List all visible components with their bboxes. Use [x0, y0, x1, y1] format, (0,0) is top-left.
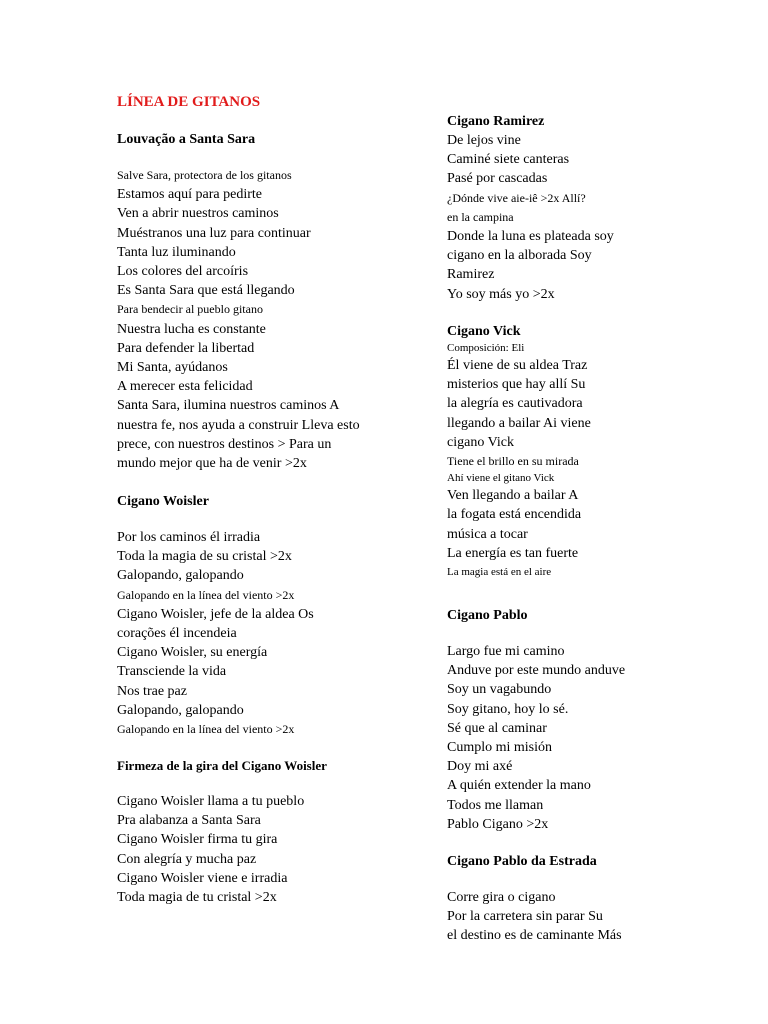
song-title: Cigano Pablo da Estrada	[447, 854, 597, 869]
lyric-line: ¿Dónde vive aie-iê >2x Allí?	[447, 190, 586, 205]
lyric-line: Yo soy más yo >2x	[447, 286, 555, 302]
lyric-line: Todos me llaman	[447, 797, 544, 813]
lyric-line: A merecer esta felicidad	[117, 379, 253, 395]
lyric-line: Cigano Woisler, su energía	[117, 645, 268, 661]
lyric-line: la alegría es cautivadora	[447, 396, 583, 412]
lyric-line: Para defender la libertad	[117, 340, 255, 356]
lyric-line: cigano en la alborada Soy	[447, 248, 592, 264]
lyric-line: misterios que hay allí Su	[447, 377, 586, 393]
lyric-line: Galopando, galopando	[117, 568, 244, 584]
lyric-line: prece, con nuestros destinos > Para un	[117, 436, 332, 452]
lyric-line: Cumplo mi misión	[447, 740, 553, 756]
song-louvacao	[117, 130, 417, 473]
lyric-line: llegando a bailar Ai viene	[447, 415, 591, 431]
lyric-line: Soy gitano, hoy lo sé.	[447, 701, 569, 717]
lyric-line: Galopando en la línea del viento >2x	[117, 722, 295, 737]
lyric-line: Largo fue mi camino	[447, 644, 565, 659]
lyric-line: Tanta luz iluminando	[117, 244, 236, 260]
lyric-line: mundo mejor que ha de venir >2x	[117, 456, 307, 472]
lyric-line: Para bendecir al pueblo gitano	[117, 302, 263, 317]
lyric-line: Galopando en la línea del viento >2x	[117, 587, 295, 602]
lyric-line: Cigano Woisler, jefe de la aldea Os	[117, 606, 314, 622]
lyric-line: Estamos aquí para pedirte	[117, 187, 263, 203]
lyric-line: nuestra fe, nos ayuda a construir Lleva esto	[117, 417, 360, 433]
lyric-line: Donde la luna es plateada soy	[447, 229, 614, 245]
song-ramirez	[447, 112, 747, 304]
song-title: Louvação a Santa Sara	[117, 132, 256, 147]
lyric-line: De lejos vine	[447, 133, 521, 148]
lyric-line: Cigano Woisler viene e irradia	[117, 870, 288, 886]
song-title: Cigano Ramirez	[447, 114, 545, 129]
song-title: Cigano Vick	[447, 324, 521, 339]
lyric-line: Pra alabanza a Santa Sara	[117, 813, 261, 829]
lyric-line: Toda magia de tu cristal >2x	[117, 890, 277, 906]
lyric-line: Ven llegando a bailar A	[447, 488, 579, 504]
lyric-line: Con alegría y mucha paz	[117, 851, 257, 867]
lyric-line: Transciende la vida	[117, 664, 227, 680]
lyric-line: Cigano Woisler llama a tu pueblo	[117, 794, 305, 809]
lyric-line: Pasé por cascadas	[447, 171, 548, 187]
song-vick	[447, 322, 747, 582]
lyric-line: Cigano Woisler firma tu gira	[117, 832, 278, 848]
lyric-line: cigano Vick	[447, 434, 514, 450]
lyric-line: Él viene de su aldea Traz	[447, 358, 588, 373]
lyric-line: Salve Sara, protectora de los gitanos	[117, 168, 292, 182]
lyric-line: Sé que al caminar	[447, 720, 547, 736]
lyric-line: Pablo Cigano >2x	[447, 816, 549, 832]
song-title: Cigano Pablo	[447, 608, 528, 623]
lyric-line: en la campina	[447, 209, 514, 224]
lyric-line: Por la carretera sin parar Su	[447, 909, 603, 925]
lyric-line: Galopando, galopando	[117, 702, 244, 718]
lyric-line: Mi Santa, ayúdanos	[117, 360, 228, 376]
lyric-line: la fogata está encendida	[447, 507, 582, 523]
composer-credit: Composición: Eli	[447, 342, 525, 354]
lyric-line: Caminé siete canteras	[447, 152, 570, 168]
lyric-line: Muéstranos una luz para continuar	[117, 225, 311, 241]
document-title: LÍNEA DE GITANOS	[117, 94, 261, 110]
lyric-line: A quién extender la mano	[447, 778, 591, 794]
lyric-line: corações él incendeia	[117, 626, 237, 642]
lyric-line: Corre gira o cigano	[447, 890, 556, 905]
lyric-line: La magia está en el aire	[447, 566, 552, 579]
song-pablo-estrada	[447, 852, 747, 946]
song-title: Cigano Woisler	[117, 494, 209, 509]
lyric-line: Toda la magia de su cristal >2x	[117, 549, 292, 565]
lyric-line: Tiene el brillo en su mirada	[447, 454, 579, 469]
lyric-line: el destino es de caminante Más	[447, 928, 622, 944]
lyric-line: Ramirez	[447, 267, 495, 283]
lyric-line: música a tocar	[447, 526, 528, 542]
lyric-line: Nuestra lucha es constante	[117, 321, 266, 337]
lyric-line: Anduve por este mundo anduve	[447, 663, 626, 679]
lyric-line: Ven a abrir nuestros caminos	[117, 206, 279, 222]
song-title: Firmeza de la gira del Cigano Woisler	[117, 758, 327, 773]
song-pablo	[447, 606, 747, 834]
song-woisler	[117, 492, 417, 739]
song-firmeza	[117, 756, 417, 907]
lyric-line: Por los caminos él irradia	[117, 530, 261, 545]
lyric-line: La energía es tan fuerte	[447, 545, 579, 561]
lyric-line: Doy mi axé	[447, 759, 513, 775]
lyric-line: Los colores del arcoíris	[117, 264, 249, 280]
lyric-line: Es Santa Sara que está llegando	[117, 283, 295, 299]
lyric-line: Soy un vagabundo	[447, 682, 552, 698]
lyric-line: Ahí viene el gitano Vick	[447, 472, 555, 485]
lyric-line: Nos trae paz	[117, 683, 187, 699]
lyric-line: Santa Sara, ilumina nuestros caminos A	[117, 398, 340, 414]
